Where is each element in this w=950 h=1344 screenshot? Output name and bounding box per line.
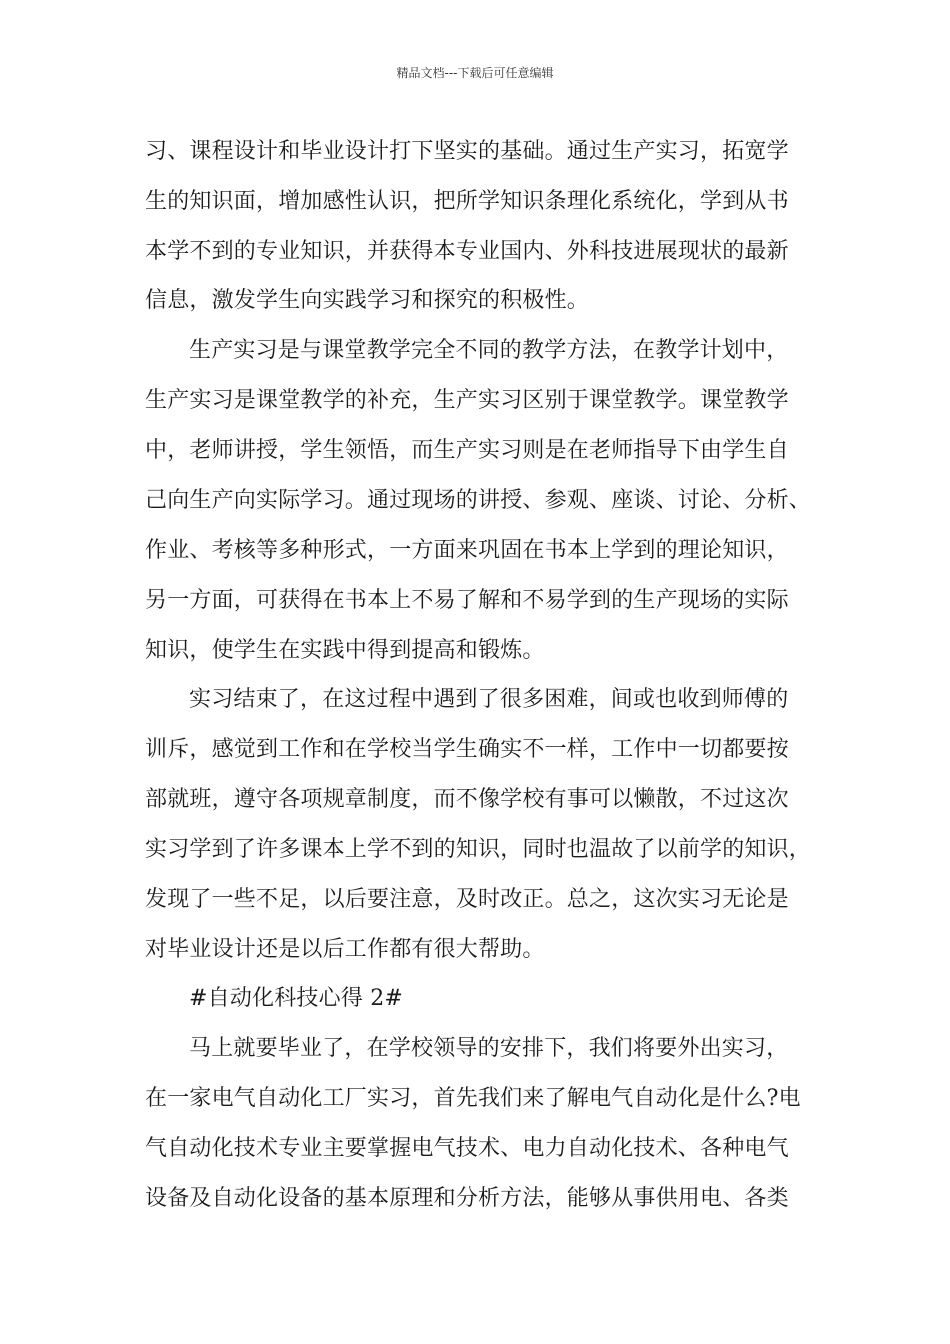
- paragraph-line: 发现了一些不足，以后要注意，及时改正。总之，这次实习无论是: [145, 887, 789, 912]
- paragraph-line: 部就班，遵守各项规章制度，而不像学校有事可以懒散，不过这次: [145, 787, 789, 812]
- paragraph-line: 知识，使学生在实践中得到提高和锻炼。: [145, 638, 545, 663]
- page-header: 精品文档---下载后可任意编辑: [396, 66, 554, 80]
- paragraph-line: 作业、考核等多种形式，一方面来巩固在书本上学到的理论知识，: [145, 538, 789, 563]
- paragraph-line: 对毕业设计还是以后工作都有很大帮助。: [145, 937, 545, 962]
- paragraph-line: 习、课程设计和毕业设计打下坚实的基础。通过生产实习，拓宽学: [145, 139, 789, 164]
- paragraph-line: 设备及自动化设备的基本原理和分析方法，能够从事供用电、各类: [145, 1186, 789, 1211]
- paragraph-line: 本学不到的专业知识，并获得本专业国内、外科技进展现状的最新: [145, 239, 789, 264]
- paragraph-line: 中，老师讲授，学生领悟，而生产实习则是在老师指导下由学生自: [145, 438, 789, 463]
- paragraph-line: 实习结束了，在这过程中遇到了很多困难，间或也收到师傅的: [189, 687, 789, 712]
- paragraph-line: 训斥，感觉到工作和在学校当学生确实不一样，工作中一切都要按: [145, 737, 789, 762]
- paragraph-line: 气自动化技术专业主要掌握电气技术、电力自动化技术、各种电气: [145, 1136, 789, 1161]
- paragraph-line: 马上就要毕业了，在学校领导的安排下，我们将要外出实习，: [189, 1036, 789, 1061]
- paragraph-line: 实习学到了许多课本上学不到的知识，同时也温故了以前学的知识，: [145, 837, 812, 862]
- paragraph-line: 己向生产向实际学习。通过现场的讲授、参观、座谈、讨论、分析、: [145, 488, 812, 513]
- paragraph-line: 在一家电气自动化工厂实习，首先我们来了解电气自动化是什么?电: [145, 1086, 801, 1111]
- paragraph-line: 生产实习是与课堂教学完全不同的教学方法，在教学计划中，: [189, 338, 789, 363]
- section-heading: #自动化科技心得 2#: [189, 986, 404, 1011]
- paragraph-line: 生的知识面，增加感性认识，把所学知识条理化系统化，学到从书: [145, 189, 789, 214]
- paragraph-line: 生产实习是课堂教学的补充，生产实习区别于课堂教学。课堂教学: [145, 388, 789, 413]
- paragraph-line: 信息，激发学生向实践学习和探究的积极性。: [145, 288, 590, 313]
- paragraph-line: 另一方面，可获得在书本上不易了解和不易学到的生产现场的实际: [145, 588, 789, 613]
